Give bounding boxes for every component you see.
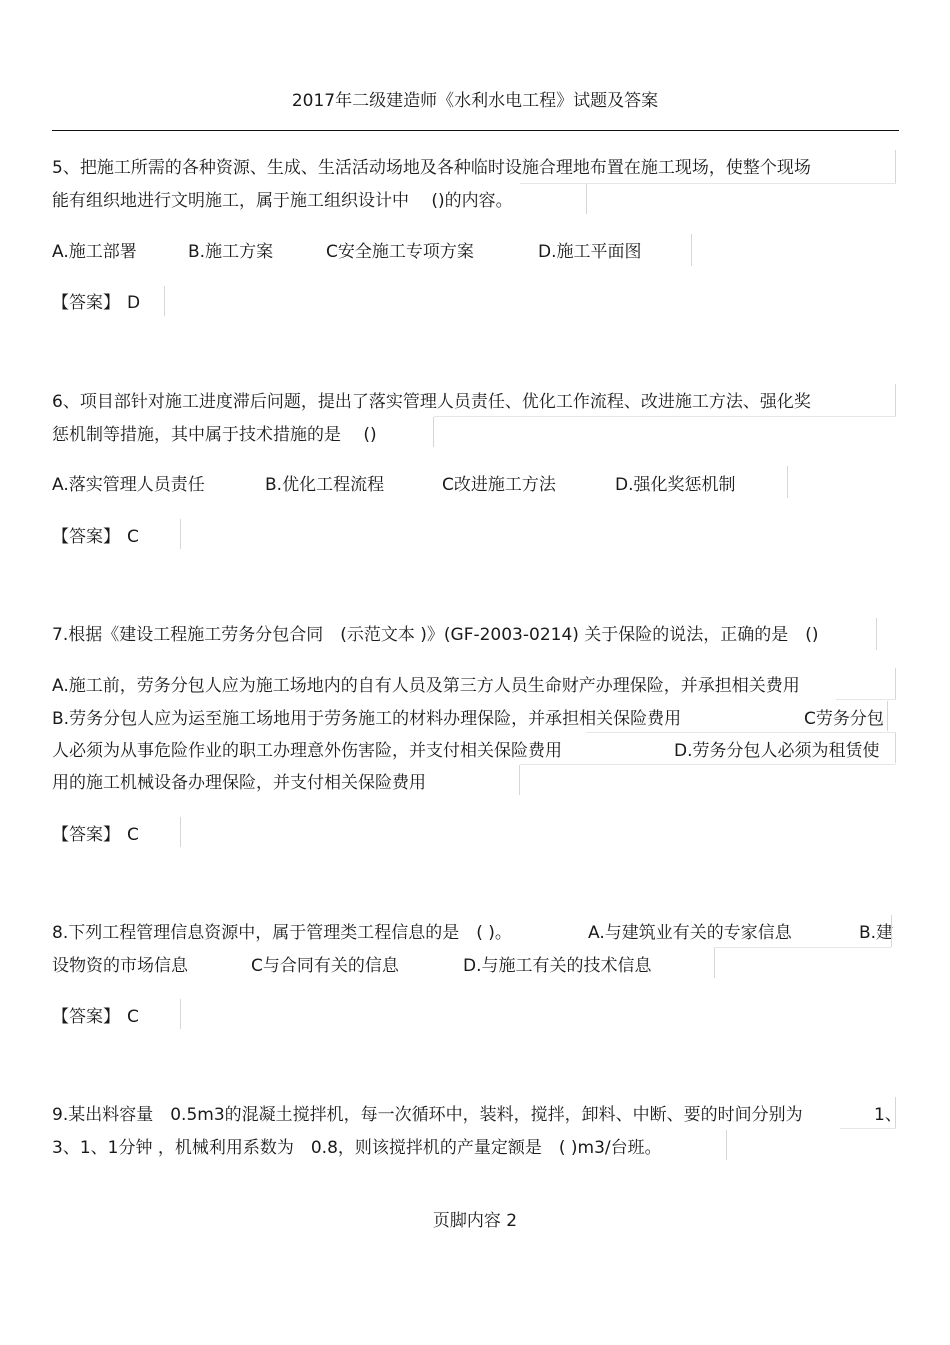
text-box-edge: [433, 417, 434, 447]
q7-option-d-cont: 用的施工机械设备办理保险，并支付相关保险费用: [52, 773, 426, 793]
q5-option-b: B.施工方案: [188, 242, 274, 262]
q5-option-a: A.施工部署: [52, 242, 137, 262]
q8-stem-line-1: 8.下列工程管理信息资源中，属于管理类工程信息的是 ( )。: [52, 923, 512, 943]
q7-answer-value: C: [127, 825, 139, 845]
q5-option-c: C安全施工专项方案: [326, 242, 474, 262]
text-box-edge: [586, 732, 896, 733]
q8-option-a: A.与建筑业有关的专家信息: [588, 923, 792, 943]
q6-answer-label: 【答案】: [52, 527, 120, 547]
text-box-edge: [726, 1130, 727, 1160]
q7-option-a: A.施工前，劳务分包人应为施工场地内的自有人员及第三方人员生命财产办理保险，并承担相关费用: [52, 676, 800, 696]
text-box-edge: [876, 618, 877, 650]
text-box-edge: [787, 466, 788, 498]
q7-option-c-cont: 人必须为从事危险作业的职工办理意外伤害险，并支付相关保险费用: [52, 741, 562, 761]
text-box-edge: [895, 150, 896, 183]
q6-option-c: C改进施工方法: [442, 475, 556, 495]
page-footer: 页脚内容 2: [432, 1211, 518, 1231]
q6-stem-line-1: 6、项目部针对施工进度滞后问题，提出了落实管理人员责任、优化工作流程、改进施工方法、强化奖: [52, 392, 811, 412]
text-box-edge: [891, 915, 892, 947]
text-box-edge: [520, 183, 896, 184]
q6-option-b: B.优化工程流程: [265, 475, 385, 495]
q8-option-c: C与合同有关的信息: [251, 956, 399, 976]
q5-answer-value: D: [127, 293, 141, 313]
text-box-edge: [836, 699, 896, 700]
text-box-edge: [895, 733, 896, 763]
q7-option-b: B.劳务分包人应为运至施工场地用于劳务施工的材料办理保险，并承担相关保险费用: [52, 709, 682, 729]
q5-answer-label: 【答案】: [52, 293, 120, 313]
text-box-edge: [691, 234, 692, 266]
q8-option-d: D.与施工有关的技术信息: [463, 956, 652, 976]
q5-stem-line-2: 能有组织地进行文明施工，属于施工组织设计中 ()的内容。: [52, 191, 513, 211]
q9-stem-line-2: 3、1、1分钟 ，机械利用系数为 0.8，则该搅拌机的产量定额是 ( )m3/台班。: [52, 1138, 662, 1158]
text-box-edge: [164, 286, 165, 316]
q6-option-a: A.落实管理人员责任: [52, 475, 205, 495]
q6-option-d: D.强化奖惩机制: [615, 475, 736, 495]
q9-stem-line-1: 9.某出料容量 0.5m3的混凝土搅拌机，每一次循环中，装料，搅拌，卸料、中断、要的时间分别为: [52, 1105, 803, 1125]
q5-option-d: D.施工平面图: [538, 242, 642, 262]
text-box-edge: [519, 765, 520, 795]
text-box-edge: [840, 1128, 896, 1129]
q8-answer-label: 【答案】: [52, 1007, 120, 1027]
q8-option-b-cont: 设物资的市场信息: [52, 956, 188, 976]
q8-option-b-start: B.建: [859, 923, 894, 943]
q6-stem-line-2: 惩机制等措施，其中属于技术措施的是 (): [52, 425, 377, 445]
text-box-edge: [180, 519, 181, 549]
text-box-edge: [887, 701, 888, 731]
text-box-edge: [434, 416, 896, 417]
page-title: 2017年二级建造师《水利水电工程》试题及答案: [291, 91, 659, 111]
text-box-edge: [520, 764, 896, 765]
q9-stem-line-1-end: 1、: [874, 1105, 902, 1125]
q5-stem-line-1: 5、把施工所需的各种资源、生成、生活活动场地及各种临时设施合理地布置在施工现场，使整个现场: [52, 158, 811, 178]
header-divider: [52, 130, 899, 131]
text-box-edge: [714, 948, 715, 978]
text-box-edge: [895, 668, 896, 700]
text-box-edge: [586, 184, 587, 214]
text-box-edge: [895, 384, 896, 416]
text-box-edge: [895, 1097, 896, 1129]
text-box-edge: [180, 999, 181, 1029]
q7-answer-label: 【答案】: [52, 825, 120, 845]
text-box-edge: [714, 947, 891, 948]
q7-option-c-start: C劳务分包: [804, 709, 884, 729]
q6-answer-value: C: [127, 527, 139, 547]
q8-answer-value: C: [127, 1007, 139, 1027]
q7-stem-line-1: 7.根据《建设工程施工劳务分包合同 (示范文本 )》(GF-2003-0214) 关于保险的说法，正确的是 (): [52, 625, 819, 645]
text-box-edge: [180, 817, 181, 847]
q7-option-d-start: D.劳务分包人必须为租赁使: [674, 741, 880, 761]
